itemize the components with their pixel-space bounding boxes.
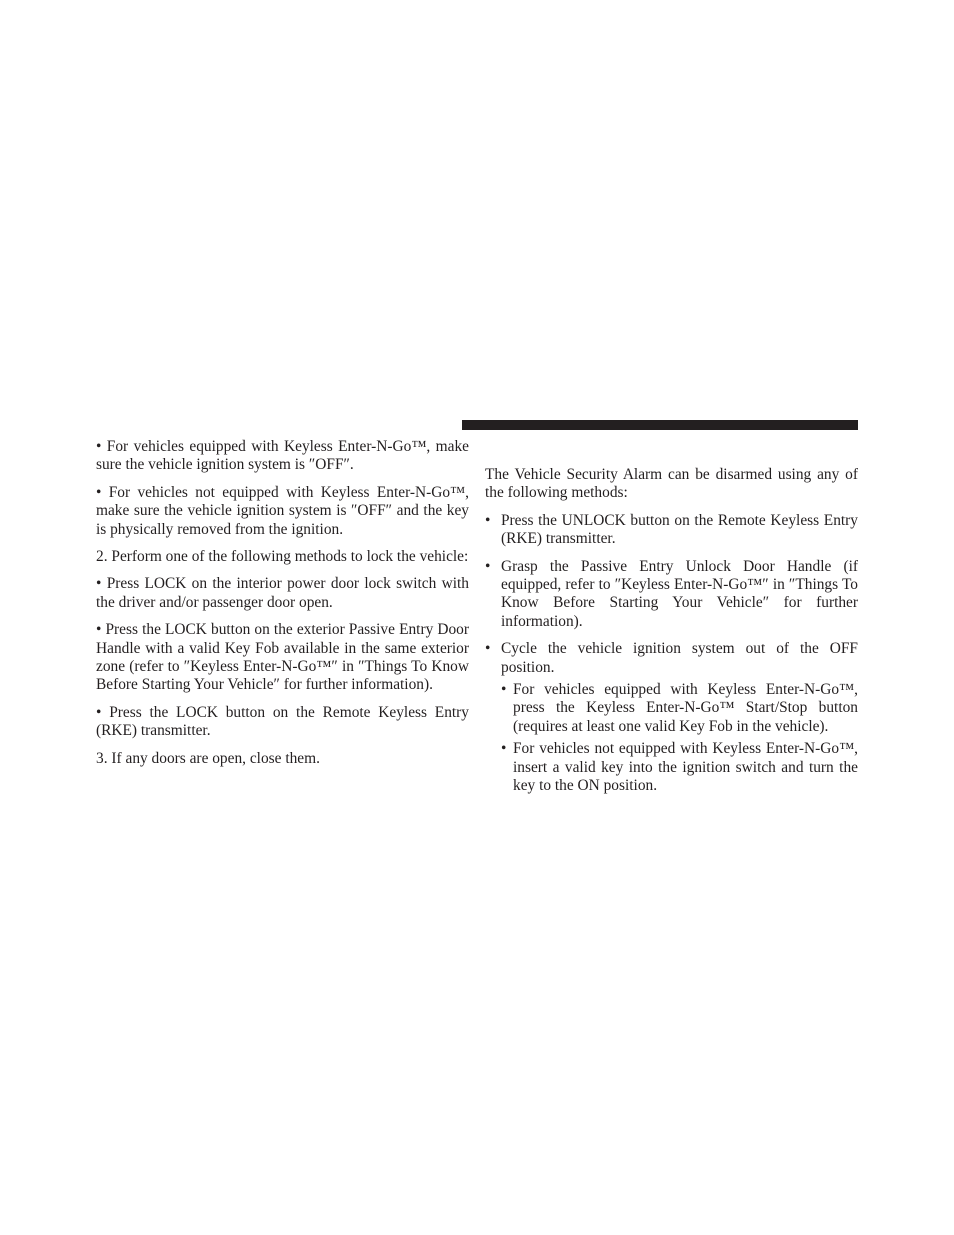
- disarm-passive-entry: Grasp the Passive Entry Unlock Door Handle (if equipped, refer to ″Keyless Enter-N-Go™″ in ″Things To Know Before Starting Your Vehicle″ for further information).: [501, 557, 858, 630]
- disarm-intro: The Vehicle Security Alarm can be disarmed using any of the following methods:: [485, 466, 858, 502]
- ignition-sub-list: [501, 681, 858, 795]
- list-item: [501, 681, 858, 736]
- bullet-marker: •: [485, 511, 491, 529]
- disarm-methods-list: [485, 512, 858, 796]
- section-header-bar: [462, 420, 858, 430]
- bullet-marker: •: [485, 640, 491, 658]
- bullet-marker: •: [501, 681, 507, 699]
- step-3-close-doors: 3. If any doors are open, close them.: [96, 749, 320, 767]
- bullet-passive-entry-lock: • Press the LOCK button on the exterior Passive Entry Door Handle with a valid Key Fob available in the same exterior zone (refer to ″Keyless Enter-N-Go™″ in ″Things To Know Before Starting Your Vehicle″ for further information).: [96, 621, 469, 695]
- bullet-equipped-off: • For vehicles equipped with Keyless Enter-N-Go™, make sure the vehicle ignition system is ″OFF″.: [96, 438, 469, 475]
- bullet-marker: •: [501, 740, 507, 758]
- disarm-unlock-rke: Press the UNLOCK button on the Remote Keyless Entry (RKE) transmitter.: [501, 511, 858, 548]
- bullet-rke-lock: • Press the LOCK button on the Remote Keyless Entry (RKE) transmitter.: [96, 704, 469, 741]
- list-item: [485, 512, 858, 549]
- bullet-interior-lock-switch: • Press LOCK on the interior power door lock switch with the driver and/or passenger door open.: [96, 575, 469, 612]
- disarm-cycle-ignition: Cycle the vehicle ignition system out of the OFF position.: [501, 640, 858, 676]
- bullet-marker: •: [485, 557, 491, 575]
- list-item: [501, 740, 858, 795]
- right-column: [485, 466, 858, 805]
- step-2-lock-methods: 2. Perform one of the following methods to lock the vehicle:: [96, 548, 469, 566]
- list-item: [485, 640, 858, 795]
- sub-not-equipped-key: For vehicles not equipped with Keyless Enter-N-Go™, insert a valid key into the ignition switch and turn the key to the ON position.: [513, 740, 858, 795]
- left-column: [96, 438, 469, 777]
- list-item: [485, 558, 858, 632]
- sub-equipped-start-stop: For vehicles equipped with Keyless Enter-N-Go™, press the Keyless Enter-N-Go™ Start/Stop button (requires at least one valid Key Fob in the vehicle).: [513, 681, 858, 735]
- bullet-not-equipped-off: • For vehicles not equipped with Keyless Enter-N-Go™, make sure the vehicle ignition system is ″OFF″ and the key is physically removed from the ignition.: [96, 484, 469, 539]
